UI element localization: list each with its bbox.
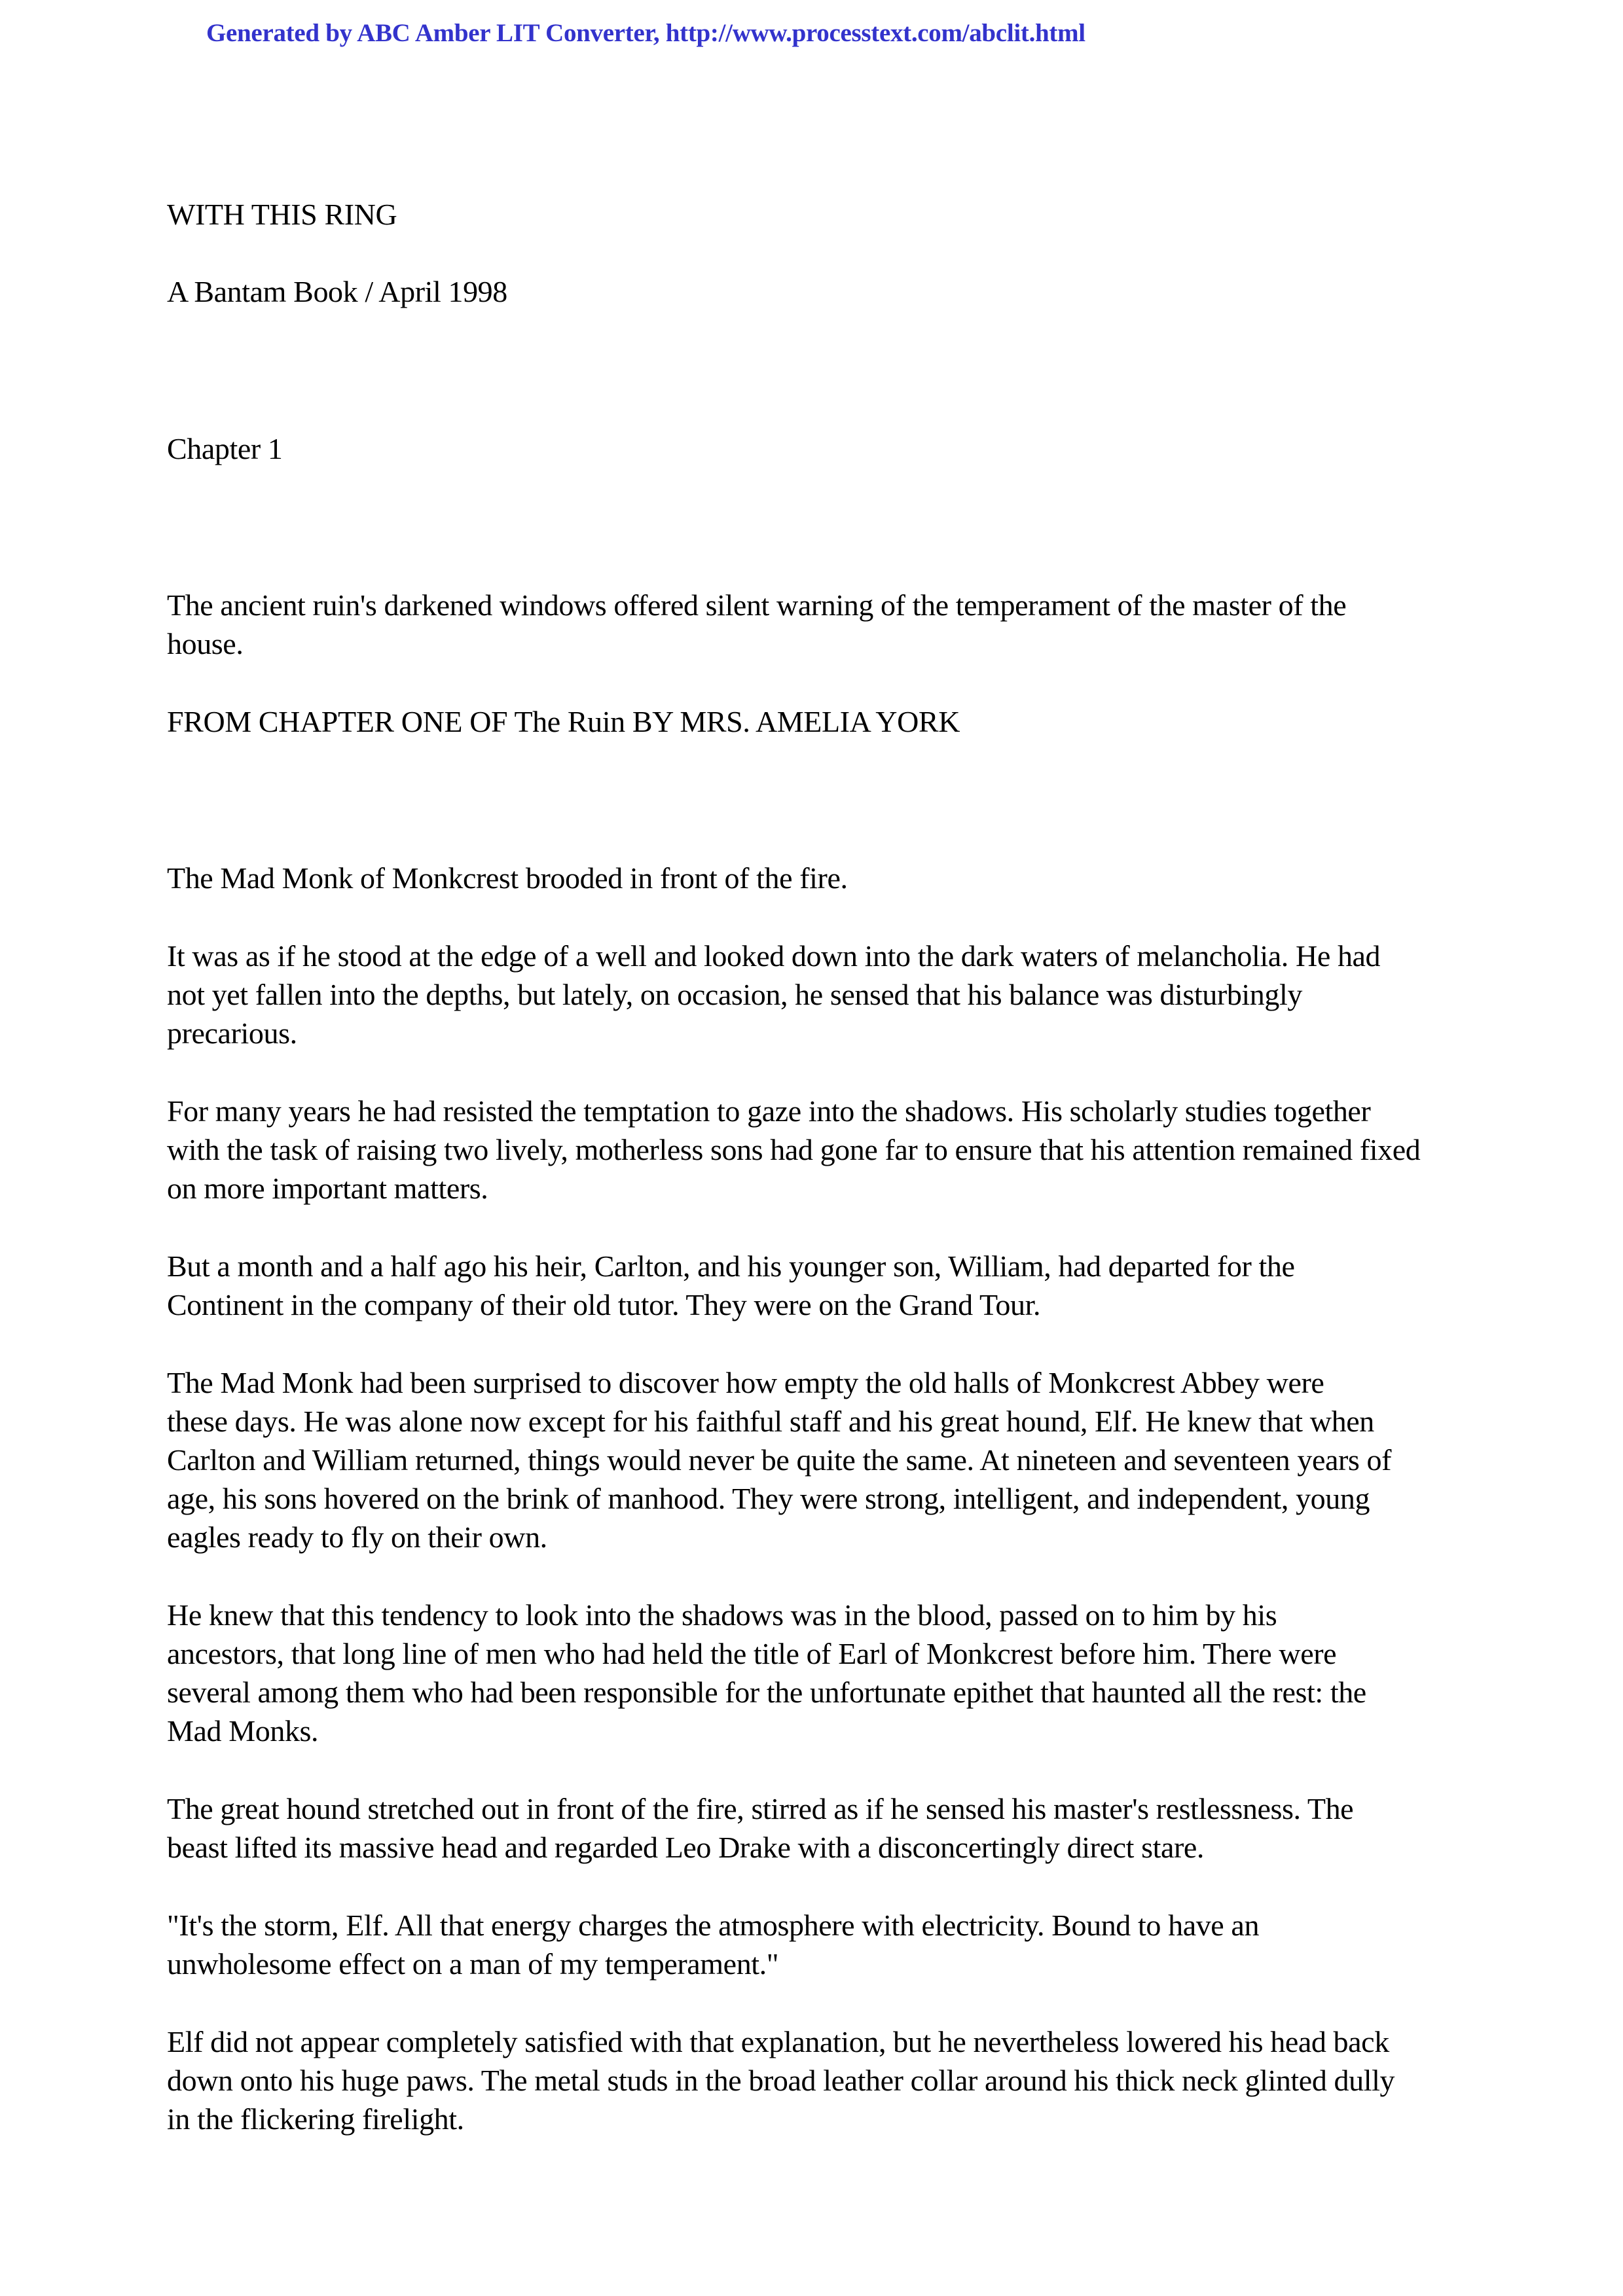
paragraph-line: down onto his huge paws. The metal studs in the broad leather collar around his thick neck glinted dully [167,2064,1395,2097]
epigraph-line: The ancient ruin's darkened windows offered silent warning of the temperament of the master of the [167,588,1347,622]
paragraph-line: For many years he had resisted the temptation to gaze into the shadows. His scholarly studies together [167,1094,1371,1128]
paragraph-line: unwholesome effect on a man of my temperament." [167,1947,779,1981]
publisher-line: A Bantam Book / April 1998 [167,275,507,308]
paragraph-line: ancestors, that long line of men who had held the title of Earl of Monkcrest before him. There were [167,1637,1337,1670]
paragraph-line: The Mad Monk of Monkcrest brooded in front of the fire. [167,861,848,895]
paragraph-line: with the task of raising two lively, motherless sons had gone far to ensure that his attention remained fixed [167,1133,1421,1166]
paragraph-line: beast lifted its massive head and regarded Leo Drake with a disconcertingly direct stare. [167,1831,1205,1864]
paragraph-line: He knew that this tendency to look into the shadows was in the blood, passed on to him by his [167,1598,1277,1632]
paragraph-line: It was as if he stood at the edge of a well and looked down into the dark waters of melancholia. He had [167,939,1381,973]
epigraph-line: house. [167,627,244,660]
paragraph-line: these days. He was alone now except for his faithful staff and his great hound, Elf. He knew that when [167,1405,1374,1438]
paragraph-line: The great hound stretched out in front of the fire, stirred as if he sensed his master's restlessness. The [167,1792,1354,1825]
paragraph-line: eagles ready to fly on their own. [167,1520,547,1554]
paragraph-line: "It's the storm, Elf. All that energy charges the atmosphere with electricity. Bound to have an [167,1909,1260,1942]
paragraph-line: Elf did not appear completely satisfied with that explanation, but he nevertheless lowered his head back [167,2025,1389,2058]
converter-header-banner: Generated by ABC Amber LIT Converter, http://www.processtext.com/abclit.html [206,19,1085,47]
paragraph-line: in the flickering firelight. [167,2102,464,2136]
book-title: WITH THIS RING [167,198,397,231]
paragraph-line: age, his sons hovered on the brink of manhood. They were strong, intelligent, and independent, young [167,1482,1370,1515]
paragraph-line: But a month and a half ago his heir, Carlton, and his younger son, William, had departed for the [167,1249,1295,1283]
chapter-heading: Chapter 1 [167,432,283,465]
paragraph-line: The Mad Monk had been surprised to discover how empty the old halls of Monkcrest Abbey were [167,1366,1324,1399]
paragraph-line: Mad Monks. [167,1714,319,1748]
paragraph-line: several among them who had been responsible for the unfortunate epithet that haunted all the rest: the [167,1676,1366,1709]
paragraph-line: precarious. [167,1016,297,1050]
paragraph-line: Continent in the company of their old tutor. They were on the Grand Tour. [167,1288,1041,1321]
epigraph-attribution: FROM CHAPTER ONE OF The Ruin BY MRS. AMELIA YORK [167,705,960,738]
paragraph-line: Carlton and William returned, things would never be quite the same. At nineteen and seventeen years of [167,1443,1392,1477]
paragraph-line: on more important matters. [167,1172,488,1205]
paragraph-line: not yet fallen into the depths, but lately, on occasion, he sensed that his balance was disturbingly [167,978,1302,1011]
